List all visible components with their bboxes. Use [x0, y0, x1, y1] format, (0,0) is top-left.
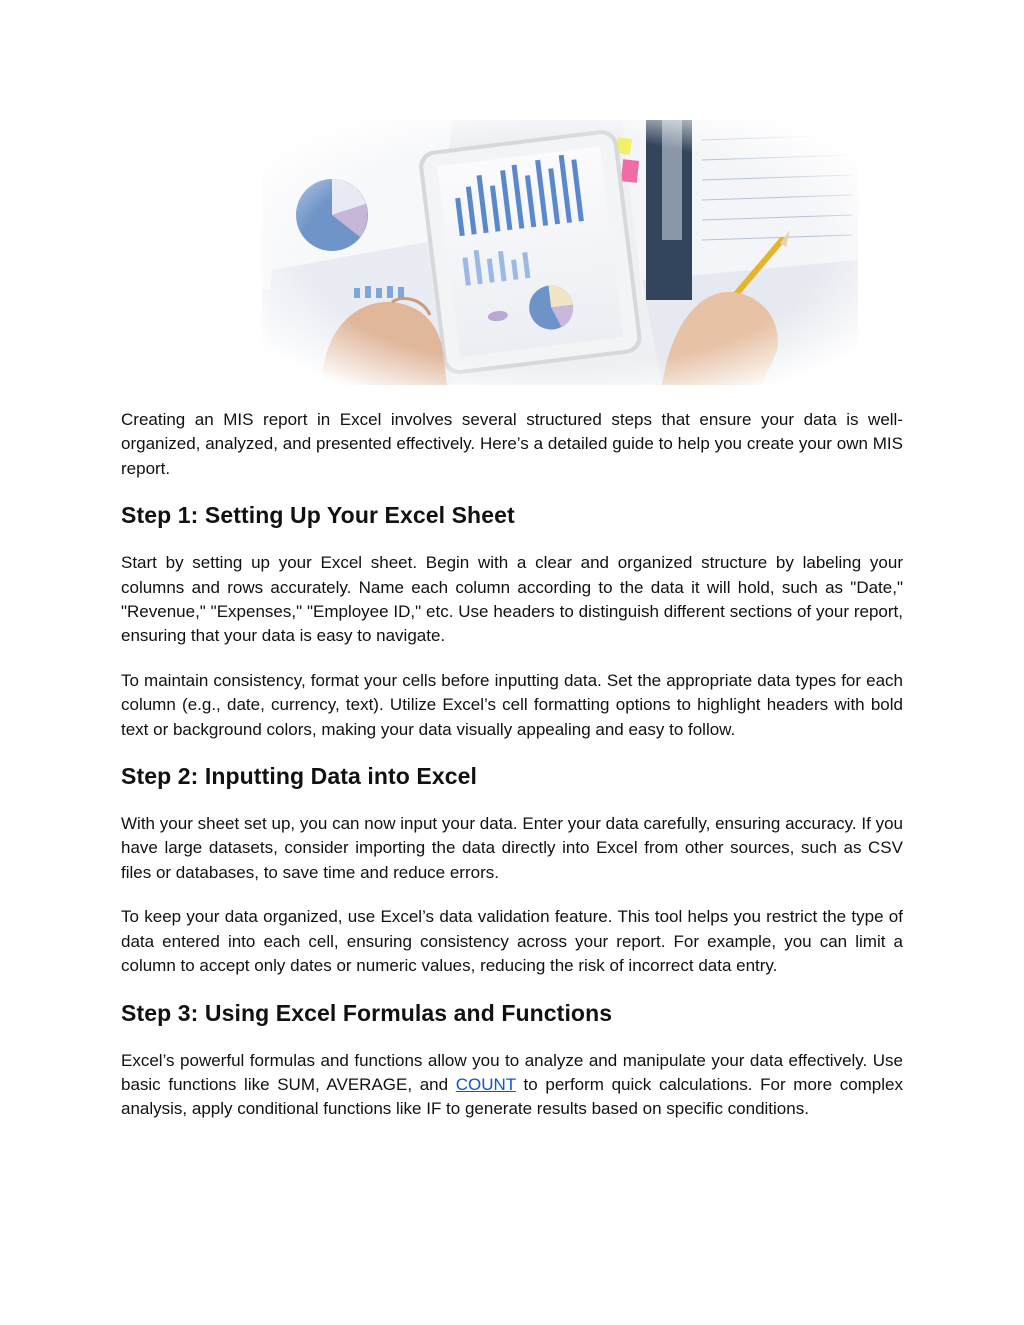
hero-illustration	[262, 120, 858, 385]
paragraph: Start by setting up your Excel sheet. Begin with a clear and organized structure by labeling your columns and rows accurately. Name each column according to the data it will hold, such as "Date," "Revenue," "Expenses," "Employee ID," etc. Use headers to distinguish different sections of your report, ensuring that your data is easy to navigate.	[121, 553, 903, 646]
hero-image	[262, 120, 858, 385]
paragraph: To maintain consistency, format your cells before inputting data. Set the appropriate data types for each column (e.g., date, currency, text). Utilize Excel’s cell formatting options to highlight headers with bold text or background colors, making your data visually appealing and easy to follow.	[121, 670, 903, 739]
section-heading: Step 2: Inputting Data into Excel	[121, 763, 477, 790]
section-step-2	[121, 762, 903, 978]
paragraph: With your sheet set up, you can now input your data. Enter your data carefully, ensuring accuracy. If you have large datasets, consider importing the data directly into Excel from other sources, such as CSV files or databases, to save time and reduce errors.	[121, 814, 903, 882]
count-link[interactable]: COUNT	[455, 1074, 516, 1094]
paragraph-text: to perform quick calculations. For more complex analysis, apply conditional functions like IF to generate results based on specific conditions.	[121, 1074, 903, 1119]
paragraph-text: Excel’s powerful formulas and functions allow you to analyze and manipulate your data effectively. Use basic functions like SUM, AVERAGE, and	[121, 1050, 903, 1094]
section-step-3	[121, 999, 903, 1122]
intro-paragraph: Creating an MIS report in Excel involves several structured steps that ensure your data is well-organized, analyzed, and presented effectively. Here’s a detailed guide to help you create your own MIS report.	[121, 410, 903, 478]
section-heading: Step 3: Using Excel Formulas and Functions	[121, 999, 613, 1026]
paragraph: To keep your data organized, use Excel’s data validation feature. This tool helps you restrict the type of data entered into each cell, ensuring consistency across your report. For example, you can limit a column to accept only dates or numeric values, reducing the risk of incorrect data entry.	[121, 907, 903, 976]
article-body	[121, 408, 903, 1142]
section-step-1	[121, 501, 903, 742]
paragraph	[121, 1049, 903, 1122]
section-heading: Step 1: Setting Up Your Excel Sheet	[121, 502, 515, 529]
